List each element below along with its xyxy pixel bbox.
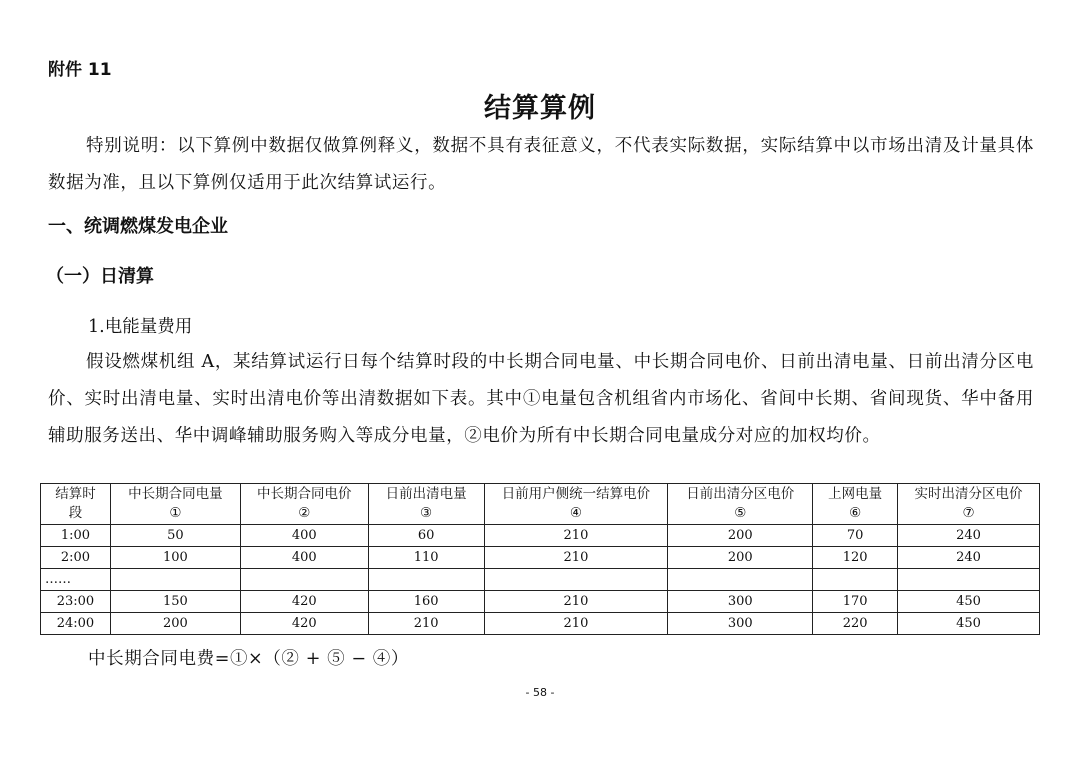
body-paragraph: 假设燃煤机组 A，某结算试运行日每个结算时段的中长期合同电量、中长期合同电价、日前出清电量、日前出清分区电价、实时出清电量、实时出清电价等出清数据如下表。其中①电量包含机组省内市场化、省间中长期、省间现货、华中备用辅助服务送出、华中调峰辅助服务购入等成分电量，②电价为所有中长期合同电量成分对应的加权均价。 <box>48 352 1034 446</box>
table-cell <box>484 569 668 591</box>
table-cell: 210 <box>484 613 668 635</box>
table-row-ellipsis <box>41 569 1040 591</box>
attachment-label: 附件 11 <box>48 60 112 80</box>
table-cell: 300 <box>668 591 813 613</box>
fee-formula: 中长期合同电费=①×（② + ⑤ − ④） <box>88 649 410 669</box>
table-cell: 160 <box>368 591 484 613</box>
header-cell: 结算时 段 <box>41 484 111 525</box>
table-cell: 120 <box>813 547 898 569</box>
header-cell: 实时出清分区电价 ⑦ <box>898 484 1040 525</box>
table-row <box>41 547 1040 569</box>
table-cell: 60 <box>368 525 484 547</box>
header-cell: 中长期合同电量 ① <box>110 484 240 525</box>
table-cell: 100 <box>110 547 240 569</box>
table-cell: 450 <box>898 591 1040 613</box>
table-row <box>41 613 1040 635</box>
table-cell <box>368 569 484 591</box>
header-cell: 日前用户侧统一结算电价 ④ <box>484 484 668 525</box>
table-cell: 200 <box>110 613 240 635</box>
table-cell: 23:00 <box>41 591 111 613</box>
table-cell: …… <box>41 569 111 591</box>
header-cell: 日前出清电量 ③ <box>368 484 484 525</box>
table-cell: 50 <box>110 525 240 547</box>
table-cell: 420 <box>240 591 368 613</box>
table-cell <box>898 569 1040 591</box>
table-cell: 400 <box>240 525 368 547</box>
table-cell <box>668 569 813 591</box>
section-heading: 一、统调燃煤发电企业 <box>48 216 228 237</box>
subsection-heading: （一）日清算 <box>46 266 154 287</box>
page-number: - 58 - <box>525 686 555 699</box>
table-cell: 300 <box>668 613 813 635</box>
table-row <box>41 525 1040 547</box>
header-cell: 日前出清分区电价 ⑤ <box>668 484 813 525</box>
table-cell: 2:00 <box>41 547 111 569</box>
table-cell: 210 <box>484 591 668 613</box>
table-row <box>41 591 1040 613</box>
table-cell: 1:00 <box>41 525 111 547</box>
table-cell: 200 <box>668 547 813 569</box>
settlement-table <box>40 483 1040 635</box>
table-cell: 210 <box>484 547 668 569</box>
special-note: 特别说明：以下算例中数据仅做算例释义，数据不具有表征意义，不代表实际数据，实际结算中以市场出清及计量具体数据为准，且以下算例仅适用于此次结算试运行。 <box>48 136 1034 193</box>
page-title: 结算算例 <box>484 93 596 124</box>
table-cell: 110 <box>368 547 484 569</box>
table-cell: 70 <box>813 525 898 547</box>
table-cell: 24:00 <box>41 613 111 635</box>
item-heading: 1.电能量费用 <box>88 317 193 337</box>
table-cell: 210 <box>484 525 668 547</box>
table-cell: 220 <box>813 613 898 635</box>
header-cell: 中长期合同电价 ② <box>240 484 368 525</box>
table-cell <box>240 569 368 591</box>
table-cell: 450 <box>898 613 1040 635</box>
table-cell: 240 <box>898 547 1040 569</box>
header-cell: 上网电量 ⑥ <box>813 484 898 525</box>
table-header-row <box>41 484 1040 525</box>
table-cell: 400 <box>240 547 368 569</box>
table-cell <box>813 569 898 591</box>
table-cell: 240 <box>898 525 1040 547</box>
table-cell: 210 <box>368 613 484 635</box>
table-cell: 170 <box>813 591 898 613</box>
table-cell: 150 <box>110 591 240 613</box>
table-cell: 420 <box>240 613 368 635</box>
table-cell: 200 <box>668 525 813 547</box>
table-cell <box>110 569 240 591</box>
